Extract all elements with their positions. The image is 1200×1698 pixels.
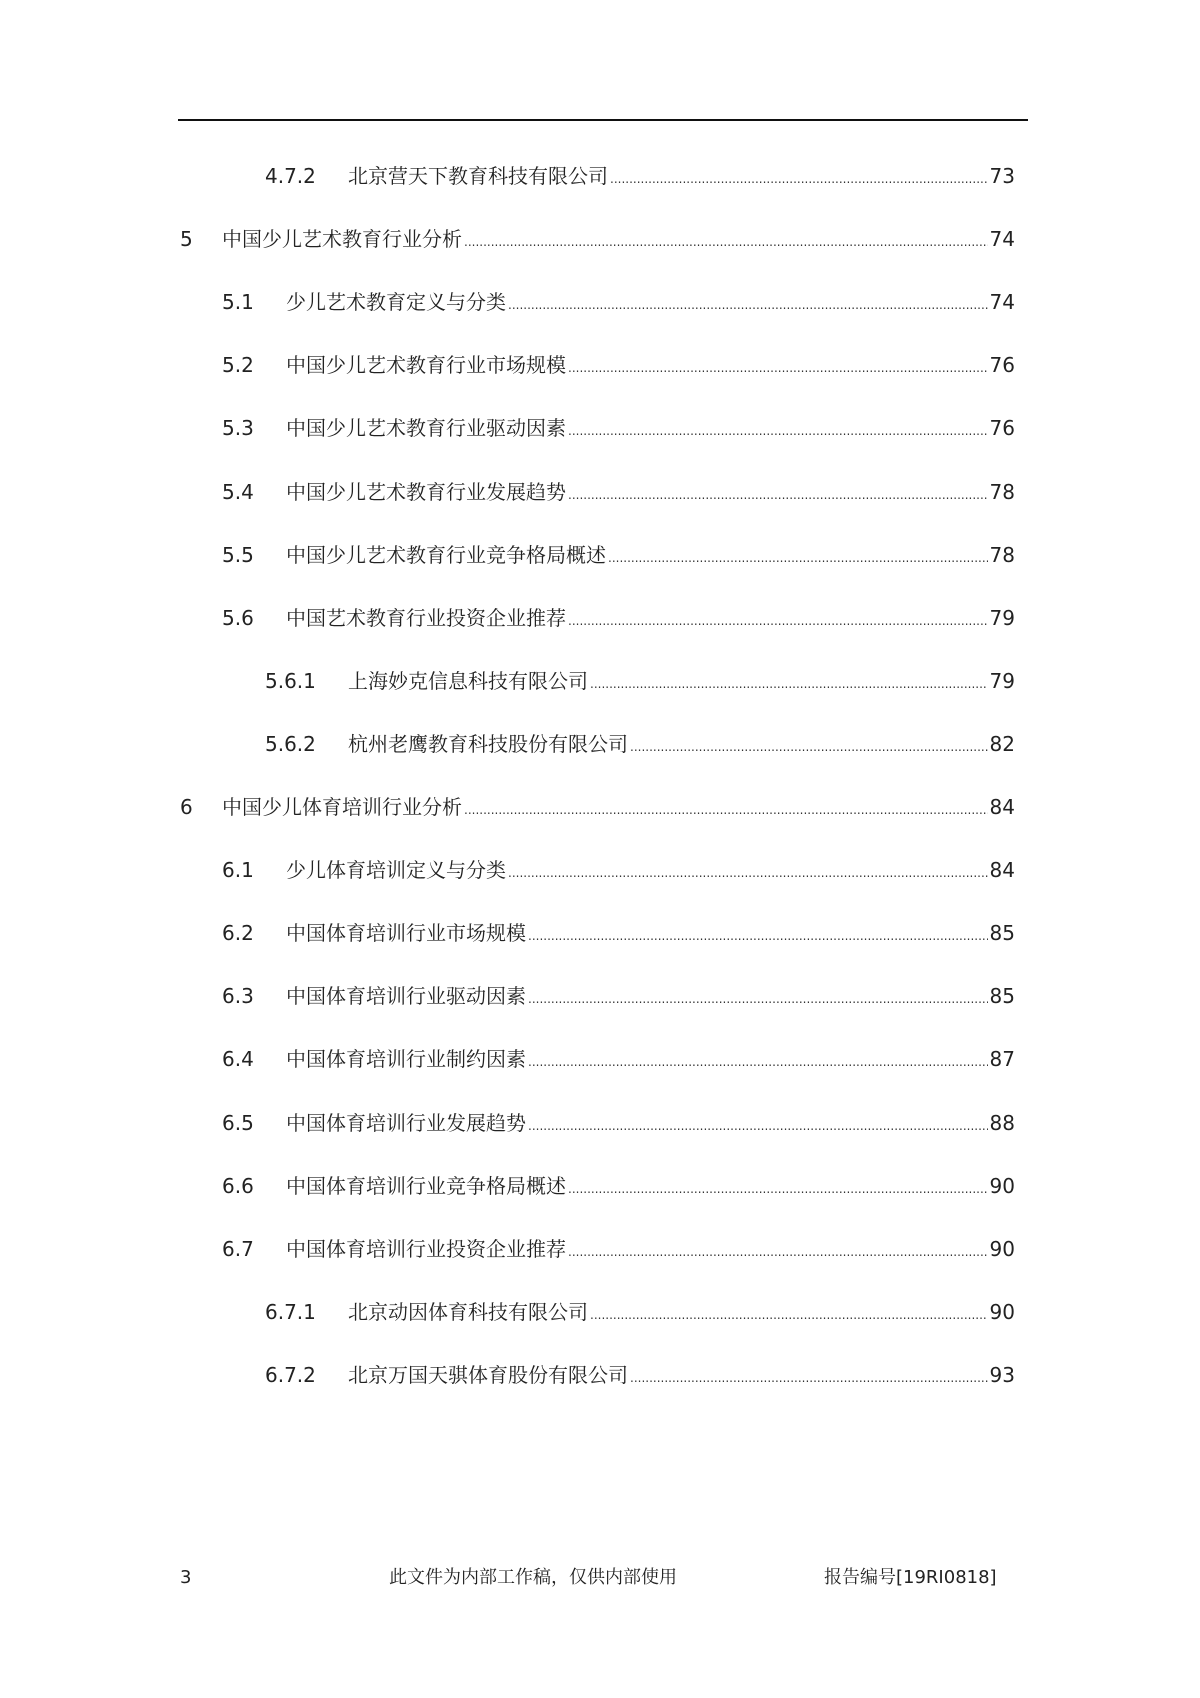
footer-notice: 此文件为内部工作稿，仅供内部使用: [389, 1567, 677, 1588]
toc-entry-number: 5.2: [222, 353, 254, 378]
toc-entry-number: 4.7.2: [265, 164, 316, 188]
toc-entry-number: 6.1: [222, 858, 254, 883]
toc-entry-page: 79: [989, 605, 1015, 630]
toc-entry-page: 82: [989, 731, 1015, 756]
toc-entry-number: 6.2: [222, 921, 254, 946]
toc-entry[interactable]: [0, 792, 1200, 822]
toc-entry-number: 5.4: [222, 479, 254, 504]
toc-entry-title: 上海妙克信息科技有限公司: [348, 668, 588, 693]
toc-entry-page: 90: [989, 1173, 1015, 1198]
toc-entry[interactable]: [0, 1171, 1200, 1201]
toc-leader-dots: [568, 480, 988, 510]
toc-entry-title: 中国体育培训行业竞争格局概述: [286, 1173, 566, 1198]
toc-entry[interactable]: [0, 666, 1200, 696]
footer-page-number: 3: [180, 1567, 192, 1588]
toc-leader-dots: [464, 795, 988, 825]
toc-leader-dots: [568, 606, 988, 636]
toc-entry-number: 6.7: [222, 1236, 254, 1261]
toc-leader-dots: [590, 1300, 988, 1330]
toc-entry[interactable]: [0, 729, 1200, 759]
toc-leader-dots: [610, 164, 988, 194]
toc-entry[interactable]: [0, 350, 1200, 380]
toc-leader-dots: [528, 921, 988, 951]
toc-entry-number: 5.6.1: [265, 668, 316, 693]
toc-entry-number: 5.1: [222, 290, 254, 315]
toc-entry-number: 6.7.1: [265, 1299, 316, 1324]
toc-entry-title: 中国体育培训行业投资企业推荐: [286, 1236, 566, 1261]
toc-entry[interactable]: [0, 224, 1200, 254]
toc-entry-page: 84: [989, 795, 1015, 819]
toc-entry[interactable]: [0, 981, 1200, 1011]
toc-entry-title: 中国少儿体育培训行业分析: [222, 795, 462, 819]
toc-entry[interactable]: [0, 1297, 1200, 1327]
toc-entry-page: 78: [989, 479, 1015, 504]
toc-leader-dots: [590, 669, 988, 699]
toc-entry[interactable]: [0, 287, 1200, 317]
toc-entry[interactable]: [0, 1234, 1200, 1264]
toc-entry-page: 74: [989, 290, 1015, 315]
toc-entry-page: 85: [989, 984, 1015, 1009]
toc-entry-page: 90: [989, 1299, 1015, 1324]
toc-leader-dots: [608, 543, 988, 573]
toc-entry-title: 中国体育培训行业发展趋势: [286, 1110, 526, 1135]
toc-entry-number: 5.3: [222, 416, 254, 441]
toc-leader-dots: [568, 1237, 988, 1267]
toc-entry-number: 6.6: [222, 1173, 254, 1198]
toc-entry[interactable]: [0, 1044, 1200, 1074]
toc-entry-page: 93: [989, 1362, 1015, 1387]
toc-leader-dots: [528, 1047, 988, 1077]
toc-entry-page: 76: [989, 416, 1015, 441]
toc-entry-page: 79: [989, 668, 1015, 693]
toc-leader-dots: [464, 227, 988, 257]
toc-entry-number: 5: [180, 227, 193, 252]
toc-entry-title: 杭州老鹰教育科技股份有限公司: [348, 731, 628, 756]
toc-entry-title: 北京动因体育科技有限公司: [348, 1299, 588, 1324]
toc-entry-title: 中国艺术教育行业投资企业推荐: [286, 605, 566, 630]
toc-entry[interactable]: [0, 603, 1200, 633]
toc-entry-page: 78: [989, 542, 1015, 567]
toc-entry-title: 中国体育培训行业制约因素: [286, 1047, 526, 1072]
toc-entry-title: 中国体育培训行业驱动因素: [286, 984, 526, 1009]
toc-entry-title: 中国少儿艺术教育行业分析: [222, 227, 462, 252]
toc-entry-number: 5.6.2: [265, 731, 316, 756]
toc-leader-dots: [568, 416, 988, 446]
toc-entry-page: 74: [989, 227, 1015, 252]
toc-entry-page: 84: [989, 858, 1015, 883]
toc-entry-number: 6: [180, 795, 193, 819]
toc-leader-dots: [630, 1363, 988, 1393]
toc-entry-title: 中国体育培训行业市场规模: [286, 921, 526, 946]
toc-entry[interactable]: [0, 413, 1200, 443]
toc-entry-title: 中国少儿艺术教育行业市场规模: [286, 353, 566, 378]
toc-leader-dots: [508, 290, 988, 320]
toc-leader-dots: [508, 858, 988, 888]
toc-entry[interactable]: [0, 161, 1200, 191]
toc-entry-title: 中国少儿艺术教育行业竞争格局概述: [286, 542, 606, 567]
toc-entry-number: 6.5: [222, 1110, 254, 1135]
toc-leader-dots: [528, 1111, 988, 1141]
toc-entry[interactable]: [0, 1108, 1200, 1138]
toc-entry-number: 6.4: [222, 1047, 254, 1072]
footer-report-id: 报告编号[19RI0818]: [824, 1567, 997, 1588]
toc-entry[interactable]: [0, 477, 1200, 507]
toc-entry[interactable]: [0, 540, 1200, 570]
toc-entry-page: 76: [989, 353, 1015, 378]
toc-entry[interactable]: [0, 918, 1200, 948]
toc-entry-number: 6.7.2: [265, 1362, 316, 1387]
toc-entry-page: 90: [989, 1236, 1015, 1261]
toc-entry-title: 少儿艺术教育定义与分类: [286, 290, 506, 315]
toc-entry-title: 少儿体育培训定义与分类: [286, 858, 506, 883]
toc-entry-page: 73: [989, 164, 1015, 188]
toc-entry-page: 88: [989, 1110, 1015, 1135]
toc-leader-dots: [528, 984, 988, 1014]
header-rule: [178, 119, 1028, 121]
toc-entry-title: 北京万国天骐体育股份有限公司: [348, 1362, 628, 1387]
toc-entry-page: 87: [989, 1047, 1015, 1072]
toc-entry-title: 北京营天下教育科技有限公司: [348, 164, 608, 188]
toc-leader-dots: [630, 732, 988, 762]
toc-entry-title: 中国少儿艺术教育行业驱动因素: [286, 416, 566, 441]
toc-leader-dots: [568, 1174, 988, 1204]
toc-entry[interactable]: [0, 855, 1200, 885]
toc-entry-page: 85: [989, 921, 1015, 946]
toc-entry-number: 5.5: [222, 542, 254, 567]
toc-entry-number: 5.6: [222, 605, 254, 630]
toc-entry[interactable]: [0, 1360, 1200, 1390]
toc-entry-title: 中国少儿艺术教育行业发展趋势: [286, 479, 566, 504]
toc-leader-dots: [568, 353, 988, 383]
toc-entry-number: 6.3: [222, 984, 254, 1009]
